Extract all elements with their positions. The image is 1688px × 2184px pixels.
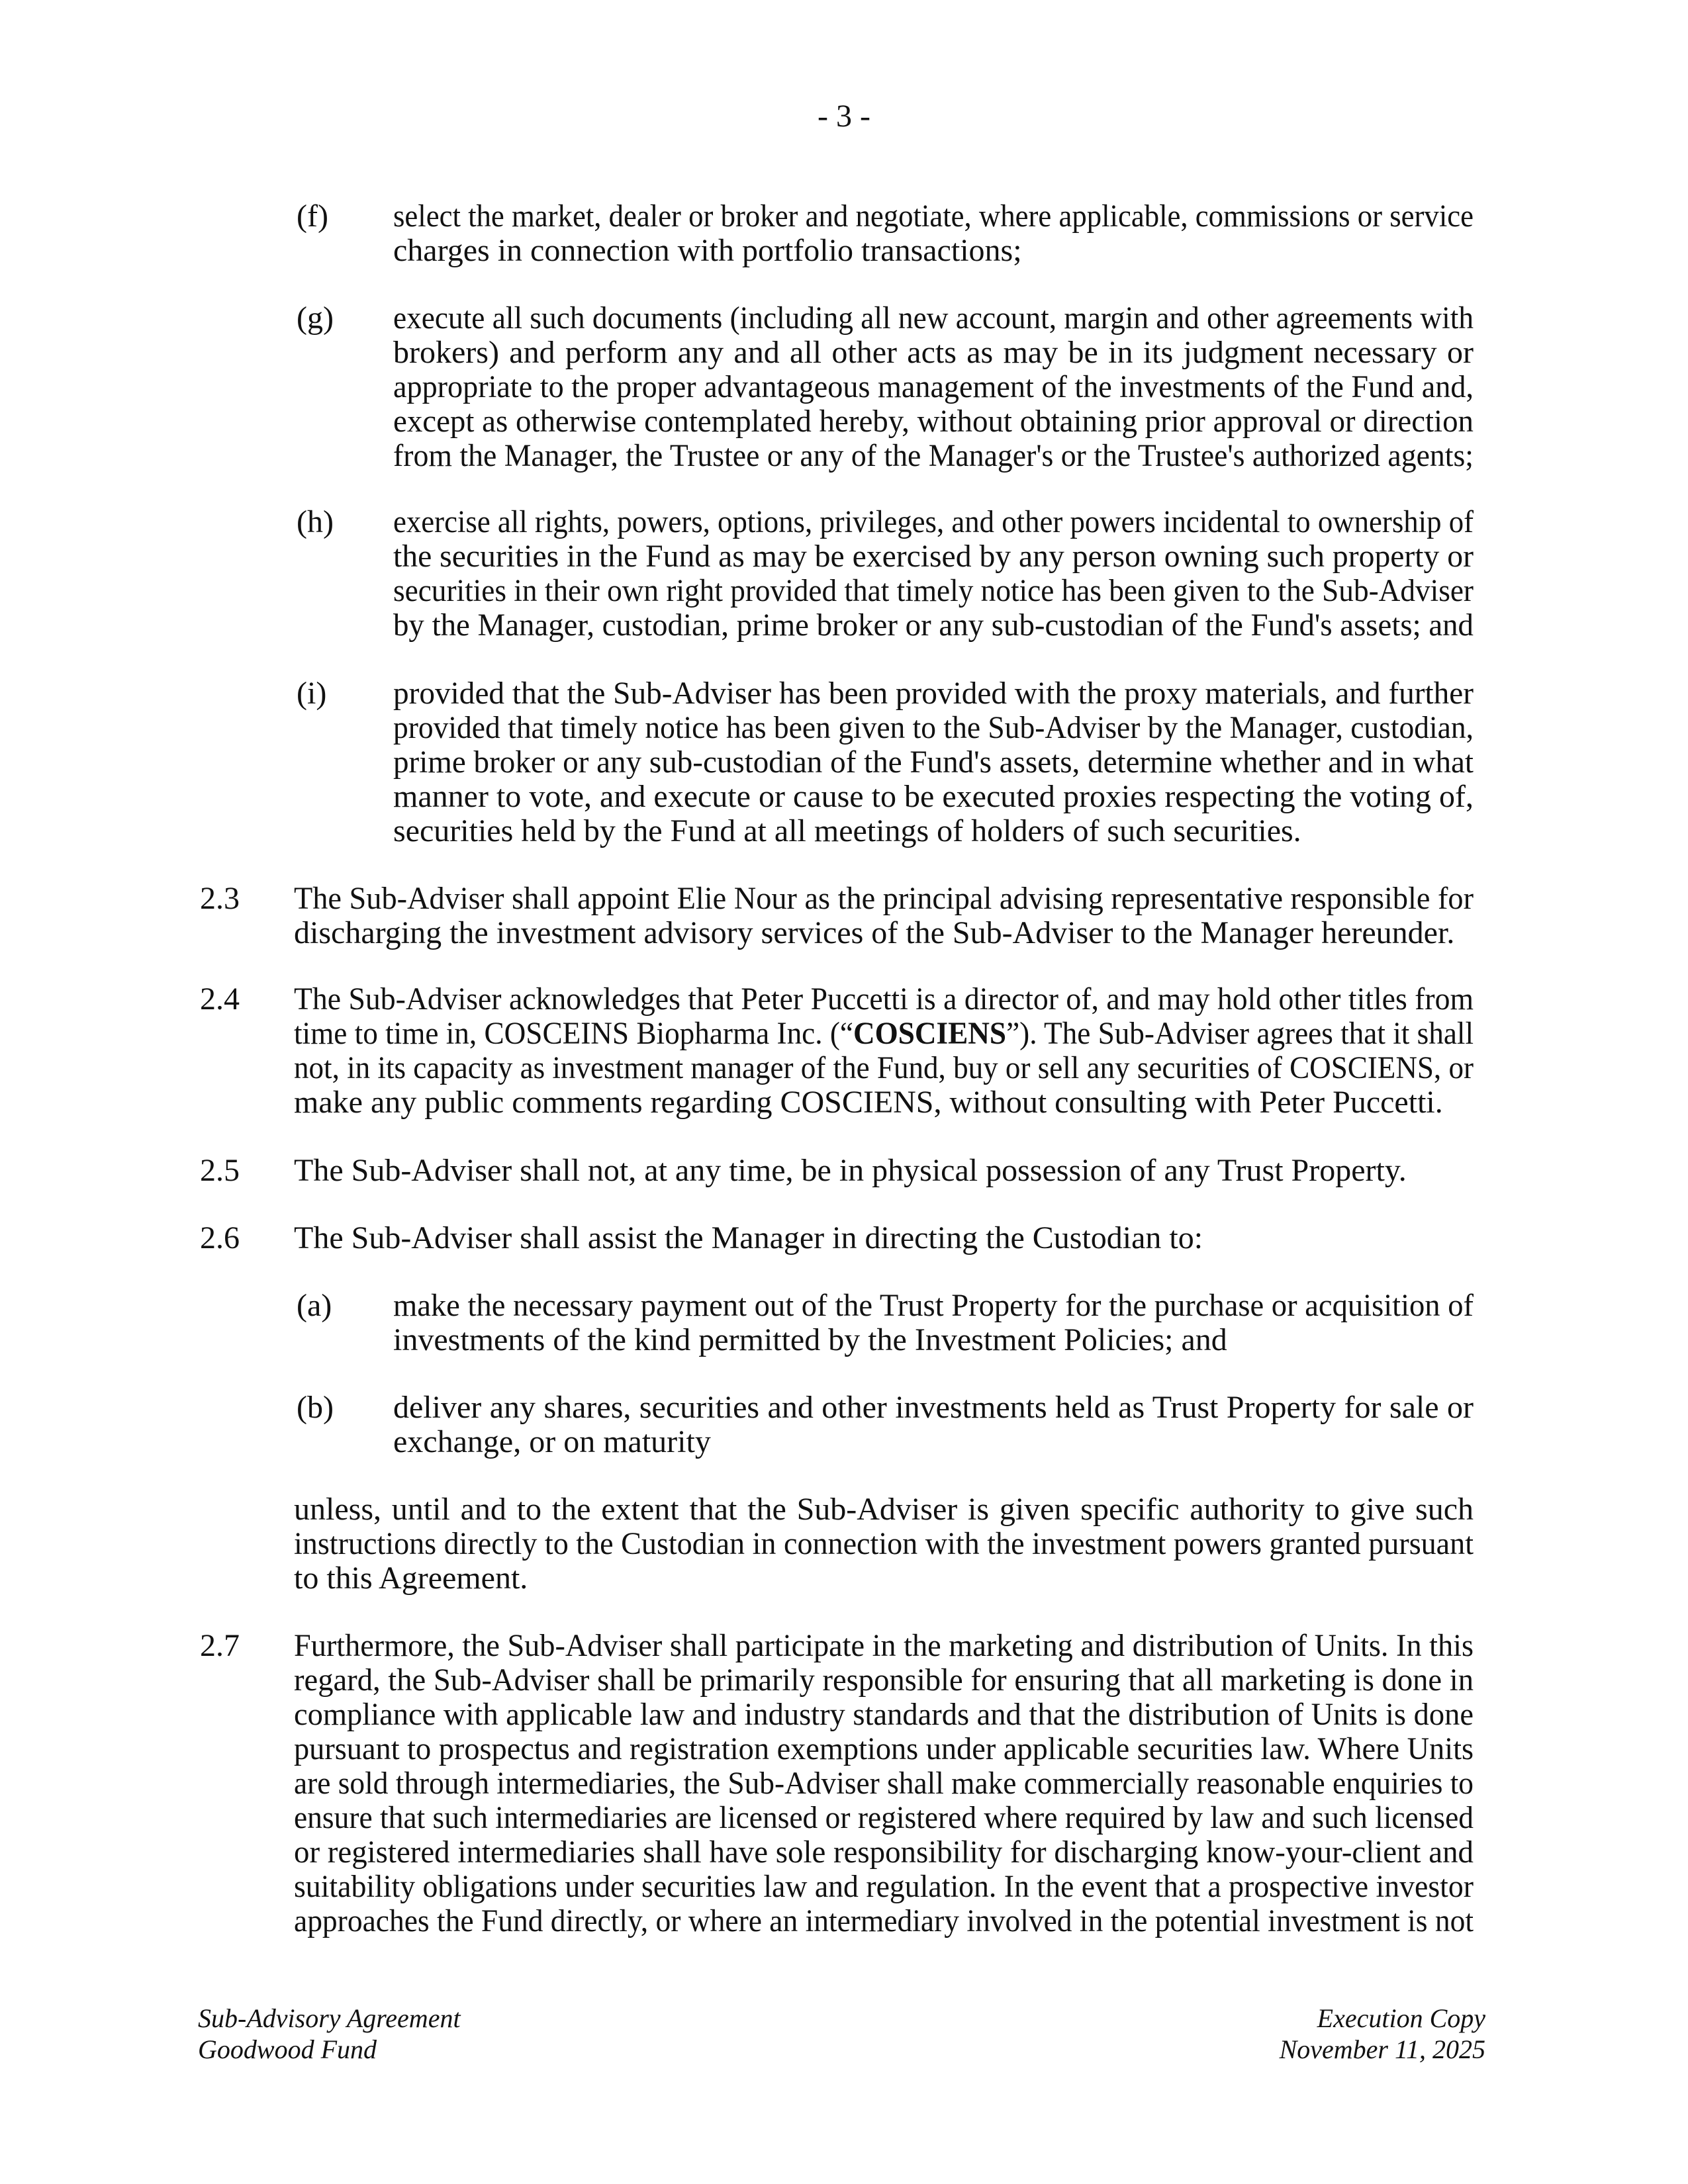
text-line: pursuant to prospectus and registration exemptions under applicable securities law. Where Units	[294, 1731, 1474, 1766]
paragraph	[393, 1390, 1474, 1459]
text-line: Furthermore, the Sub-Adviser shall participate in the marketing and distribution of Units. In this	[294, 1628, 1474, 1663]
section-number: 2.7	[200, 1628, 240, 1663]
text-line: ensure that such intermediaries are licensed or registered where required by law and such licensed	[294, 1800, 1474, 1835]
text-line: discharging the investment advisory services of the Sub-Adviser to the Manager hereunder.	[294, 915, 1455, 950]
section-number: (h)	[297, 504, 334, 539]
text-line: prime broker or any sub-custodian of the Fund's assets, determine whether and in what	[393, 745, 1474, 780]
text-line: make any public comments regarding COSCIENS, without consulting with Peter Puccetti.	[294, 1085, 1443, 1120]
paragraph	[294, 882, 1474, 950]
section-number: (i)	[297, 676, 327, 711]
text-line: from the Manager, the Trustee or any of the Manager's or the Trustee's authorized agents;	[393, 438, 1474, 473]
text-segment: ”). The Sub-Adviser agrees that it shall	[1006, 1016, 1474, 1051]
section-number: (b)	[297, 1390, 334, 1425]
text-line: not, in its capacity as investment manager of the Fund, buy or sell any securities of COSCIENS, or	[294, 1050, 1474, 1085]
footer-document-title: Sub-Advisory Agreement	[198, 2003, 461, 2033]
text-line: provided that timely notice has been given to the Sub-Adviser by the Manager, custodian,	[393, 710, 1474, 745]
text-line: regard, the Sub-Adviser shall be primarily responsible for ensuring that all marketing is done in	[294, 1662, 1474, 1698]
section-number: (f)	[297, 199, 328, 234]
paragraph	[294, 1221, 1474, 1255]
text-line: manner to vote, and execute or cause to be executed proxies respecting the voting of,	[393, 779, 1474, 814]
paragraph	[393, 1289, 1474, 1357]
paragraph	[294, 982, 1474, 1120]
paragraph	[294, 1629, 1474, 1938]
text-line: except as otherwise contemplated hereby, without obtaining prior approval or direction	[393, 404, 1474, 439]
text-line: make the necessary payment out of the Trust Property for the purchase or acquisition of	[393, 1288, 1474, 1323]
text-line: the securities in the Fund as may be exercised by any person owning such property or	[393, 539, 1474, 574]
text-line: provided that the Sub-Adviser has been provided with the proxy materials, and further	[393, 676, 1474, 711]
paragraph	[393, 199, 1474, 268]
footer-left	[198, 2003, 461, 2065]
text-line: unless, until and to the extent that the Sub-Adviser is given specific authority to give such	[294, 1492, 1474, 1527]
section-number: 2.4	[200, 981, 240, 1017]
paragraph	[393, 676, 1474, 848]
text-line: or registered intermediaries shall have sole responsibility for discharging know-your-client and	[294, 1835, 1474, 1870]
text-line: investments of the kind permitted by the Investment Policies; and	[393, 1322, 1227, 1357]
text-line: approaches the Fund directly, or where an intermediary involved in the potential investment is not	[294, 1903, 1474, 1938]
text-segment: time to time in, COSCEINS Biopharma Inc. (“	[294, 1016, 853, 1051]
text-line	[294, 1017, 1474, 1051]
text-line: securities held by the Fund at all meetings of holders of such securities.	[393, 813, 1301, 848]
text-line: The Sub-Adviser shall not, at any time, be in physical possession of any Trust Property.	[294, 1153, 1407, 1188]
text-line: suitability obligations under securities law and regulation. In the event that a prospective investor	[294, 1869, 1474, 1904]
text-line: appropriate to the proper advantageous management of the investments of the Fund and,	[393, 369, 1474, 404]
paragraph	[294, 1154, 1474, 1188]
section-number: (g)	[297, 300, 334, 336]
footer-right	[1280, 2003, 1485, 2065]
text-line: execute all such documents (including all new account, margin and other agreements with	[393, 300, 1474, 336]
text-line: compliance with applicable law and industry standards and that the distribution of Units is done	[294, 1697, 1474, 1732]
text-line: The Sub-Adviser shall appoint Elie Nour as the principal advising representative responsible for	[294, 881, 1474, 916]
text-line: The Sub-Adviser shall assist the Manager in directing the Custodian to:	[294, 1220, 1203, 1255]
text-line: instructions directly to the Custodian in connection with the investment powers granted pursuant	[294, 1526, 1474, 1561]
paragraph	[393, 505, 1474, 643]
page-number: - 3 -	[818, 99, 870, 134]
defined-term: COSCIENS	[853, 1016, 1007, 1051]
footer-copy-type: Execution Copy	[1317, 2003, 1485, 2033]
text-line: select the market, dealer or broker and negotiate, where applicable, commissions or service	[393, 199, 1474, 234]
footer-date: November 11, 2025	[1279, 2034, 1485, 2064]
section-number: 2.5	[200, 1153, 240, 1188]
text-line: charges in connection with portfolio transactions;	[393, 233, 1022, 268]
text-line: securities in their own right provided that timely notice has been given to the Sub-Adviser	[393, 573, 1474, 608]
text-line: exchange, or on maturity	[393, 1424, 711, 1459]
section-number: 2.6	[200, 1220, 240, 1255]
text-line: brokers) and perform any and all other acts as may be in its judgment necessary or	[393, 335, 1474, 370]
text-line: The Sub-Adviser acknowledges that Peter Puccetti is a director of, and may hold other titles from	[294, 981, 1474, 1017]
text-line: are sold through intermediaries, the Sub-Adviser shall make commercially reasonable enquiries to	[294, 1766, 1474, 1801]
text-line: to this Agreement.	[294, 1561, 528, 1596]
footer-fund-name: Goodwood Fund	[198, 2034, 377, 2064]
text-line: by the Manager, custodian, prime broker or any sub-custodian of the Fund's assets; and	[393, 608, 1474, 643]
text-line: exercise all rights, powers, options, privileges, and other powers incidental to ownership of	[393, 504, 1474, 539]
text-line: deliver any shares, securities and other investments held as Trust Property for sale or	[393, 1390, 1474, 1425]
paragraph	[294, 1492, 1474, 1596]
section-number: (a)	[297, 1288, 332, 1323]
paragraph	[393, 301, 1474, 473]
section-number: 2.3	[200, 881, 240, 916]
